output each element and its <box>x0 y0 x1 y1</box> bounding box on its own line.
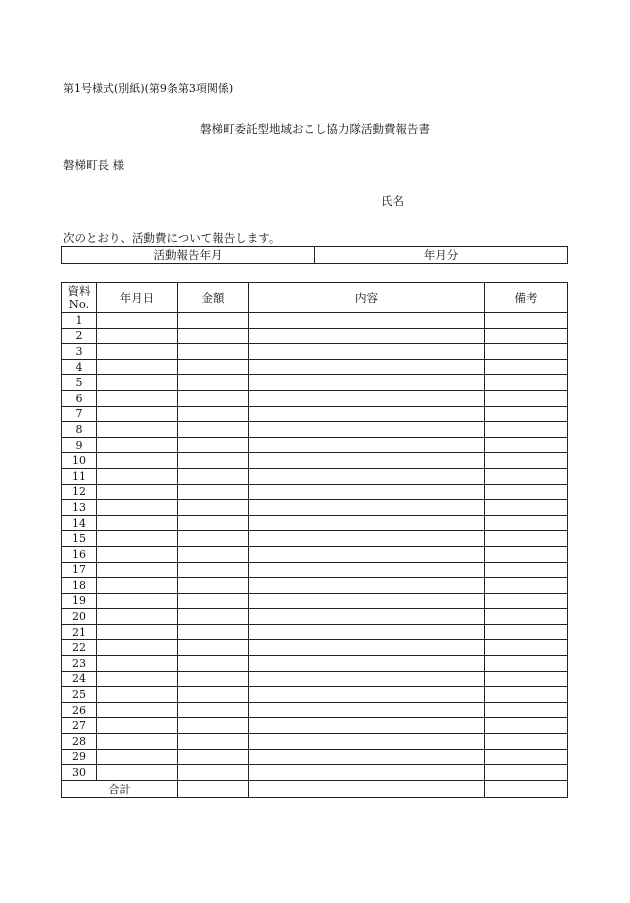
amount-cell[interactable] <box>178 640 249 656</box>
content-cell[interactable] <box>249 640 485 656</box>
total-amount-cell[interactable] <box>178 780 249 797</box>
row-number: 9 <box>62 437 97 453</box>
table-row <box>62 484 568 500</box>
amount-cell[interactable] <box>178 578 249 594</box>
date-cell[interactable] <box>97 344 178 360</box>
table-row <box>62 734 568 750</box>
amount-cell[interactable] <box>178 484 249 500</box>
table-row <box>62 359 568 375</box>
remarks-cell[interactable] <box>485 328 568 344</box>
period-table <box>61 246 568 264</box>
header-doc-no-line1: 資料 <box>67 283 91 298</box>
row-number: 3 <box>62 344 97 360</box>
date-cell[interactable] <box>97 500 178 516</box>
remarks-cell[interactable] <box>485 656 568 672</box>
row-number: 26 <box>62 702 97 718</box>
table-row <box>62 671 568 687</box>
date-cell[interactable] <box>97 640 178 656</box>
header-remarks: 備考 <box>485 283 568 313</box>
amount-cell[interactable] <box>178 406 249 422</box>
amount-cell[interactable] <box>178 328 249 344</box>
row-number: 25 <box>62 687 97 703</box>
date-cell[interactable] <box>97 484 178 500</box>
amount-cell[interactable] <box>178 390 249 406</box>
date-cell[interactable] <box>97 593 178 609</box>
intro-text: 次のとおり、活動費について報告します。 <box>63 231 281 245</box>
amount-cell[interactable] <box>178 656 249 672</box>
row-number: 24 <box>62 671 97 687</box>
amount-cell[interactable] <box>178 609 249 625</box>
date-cell[interactable] <box>97 718 178 734</box>
date-cell[interactable] <box>97 671 178 687</box>
date-cell[interactable] <box>97 578 178 594</box>
content-cell[interactable] <box>249 375 485 391</box>
amount-cell[interactable] <box>178 531 249 547</box>
amount-cell[interactable] <box>178 422 249 438</box>
date-cell[interactable] <box>97 609 178 625</box>
row-number: 2 <box>62 328 97 344</box>
content-cell[interactable] <box>249 531 485 547</box>
remarks-cell[interactable] <box>485 624 568 640</box>
content-cell[interactable] <box>249 749 485 765</box>
total-remarks-cell <box>485 780 568 797</box>
remarks-cell[interactable] <box>485 531 568 547</box>
amount-cell[interactable] <box>178 671 249 687</box>
date-cell[interactable] <box>97 437 178 453</box>
table-row <box>62 546 568 562</box>
row-number: 16 <box>62 546 97 562</box>
table-row <box>62 344 568 360</box>
content-cell[interactable] <box>249 578 485 594</box>
table-row <box>62 578 568 594</box>
row-number: 23 <box>62 656 97 672</box>
table-row <box>62 515 568 531</box>
date-cell[interactable] <box>97 468 178 484</box>
addressee: 磐梯町長 様 <box>63 158 125 172</box>
date-cell[interactable] <box>97 702 178 718</box>
content-cell[interactable] <box>249 406 485 422</box>
remarks-cell[interactable] <box>485 749 568 765</box>
content-cell[interactable] <box>249 453 485 469</box>
amount-cell[interactable] <box>178 500 249 516</box>
date-cell[interactable] <box>97 390 178 406</box>
date-cell[interactable] <box>97 656 178 672</box>
remarks-cell[interactable] <box>485 500 568 516</box>
amount-cell[interactable] <box>178 593 249 609</box>
header-doc-no <box>62 283 97 313</box>
row-number: 6 <box>62 390 97 406</box>
row-number: 30 <box>62 765 97 781</box>
header-content: 内容 <box>249 283 485 313</box>
row-number: 12 <box>62 484 97 500</box>
table-row <box>62 656 568 672</box>
total-row <box>62 780 568 797</box>
table-row <box>62 422 568 438</box>
content-cell[interactable] <box>249 593 485 609</box>
amount-cell[interactable] <box>178 702 249 718</box>
content-cell[interactable] <box>249 765 485 781</box>
content-cell[interactable] <box>249 313 485 329</box>
remarks-cell[interactable] <box>485 640 568 656</box>
row-number: 7 <box>62 406 97 422</box>
remarks-cell[interactable] <box>485 422 568 438</box>
date-cell[interactable] <box>97 313 178 329</box>
row-number: 27 <box>62 718 97 734</box>
content-cell[interactable] <box>249 390 485 406</box>
content-cell[interactable] <box>249 484 485 500</box>
content-cell[interactable] <box>249 546 485 562</box>
header-date: 年月日 <box>97 283 178 313</box>
table-row <box>62 593 568 609</box>
date-cell[interactable] <box>97 531 178 547</box>
table-row <box>62 328 568 344</box>
row-number: 20 <box>62 609 97 625</box>
row-number: 11 <box>62 468 97 484</box>
amount-cell[interactable] <box>178 468 249 484</box>
amount-cell[interactable] <box>178 344 249 360</box>
date-cell[interactable] <box>97 734 178 750</box>
amount-cell[interactable] <box>178 765 249 781</box>
row-number: 18 <box>62 578 97 594</box>
date-cell[interactable] <box>97 624 178 640</box>
amount-cell[interactable] <box>178 734 249 750</box>
amount-cell[interactable] <box>178 437 249 453</box>
row-number: 17 <box>62 562 97 578</box>
content-cell[interactable] <box>249 656 485 672</box>
table-header-row <box>62 283 568 313</box>
date-cell[interactable] <box>97 562 178 578</box>
content-cell[interactable] <box>249 468 485 484</box>
date-cell[interactable] <box>97 687 178 703</box>
remarks-cell[interactable] <box>485 546 568 562</box>
content-cell[interactable] <box>249 624 485 640</box>
amount-cell[interactable] <box>178 313 249 329</box>
amount-cell[interactable] <box>178 359 249 375</box>
table-row <box>62 468 568 484</box>
content-cell[interactable] <box>249 328 485 344</box>
remarks-cell[interactable] <box>485 562 568 578</box>
remarks-cell[interactable] <box>485 484 568 500</box>
remarks-cell[interactable] <box>485 313 568 329</box>
row-number: 22 <box>62 640 97 656</box>
header-amount: 金額 <box>178 283 249 313</box>
content-cell[interactable] <box>249 422 485 438</box>
name-label: 氏名 <box>381 194 404 208</box>
date-cell[interactable] <box>97 422 178 438</box>
table-row <box>62 453 568 469</box>
row-number: 8 <box>62 422 97 438</box>
table-row <box>62 765 568 781</box>
table-row <box>62 313 568 329</box>
date-cell[interactable] <box>97 328 178 344</box>
amount-cell[interactable] <box>178 749 249 765</box>
content-cell[interactable] <box>249 344 485 360</box>
row-number: 19 <box>62 593 97 609</box>
table-row <box>62 718 568 734</box>
table-row <box>62 406 568 422</box>
remarks-cell[interactable] <box>485 375 568 391</box>
amount-cell[interactable] <box>178 546 249 562</box>
date-cell[interactable] <box>97 453 178 469</box>
content-cell[interactable] <box>249 718 485 734</box>
table-row <box>62 702 568 718</box>
total-label: 合計 <box>62 780 178 797</box>
period-value[interactable]: 年月分 <box>315 247 568 264</box>
remarks-cell[interactable] <box>485 515 568 531</box>
table-row <box>62 687 568 703</box>
remarks-cell[interactable] <box>485 702 568 718</box>
row-number: 15 <box>62 531 97 547</box>
remarks-cell[interactable] <box>485 390 568 406</box>
date-cell[interactable] <box>97 515 178 531</box>
remarks-cell[interactable] <box>485 593 568 609</box>
date-cell[interactable] <box>97 546 178 562</box>
date-cell[interactable] <box>97 375 178 391</box>
header-doc-no-line2: No. <box>68 296 90 311</box>
table-row <box>62 624 568 640</box>
row-number: 28 <box>62 734 97 750</box>
period-label: 活動報告年月 <box>62 247 315 264</box>
table-row <box>62 500 568 516</box>
remarks-cell[interactable] <box>485 718 568 734</box>
total-content-cell <box>249 780 485 797</box>
amount-cell[interactable] <box>178 624 249 640</box>
content-cell[interactable] <box>249 702 485 718</box>
remarks-cell[interactable] <box>485 671 568 687</box>
row-number: 1 <box>62 313 97 329</box>
remarks-cell[interactable] <box>485 437 568 453</box>
content-cell[interactable] <box>249 437 485 453</box>
content-cell[interactable] <box>249 687 485 703</box>
expense-table <box>61 282 568 798</box>
remarks-cell[interactable] <box>485 453 568 469</box>
content-cell[interactable] <box>249 671 485 687</box>
content-cell[interactable] <box>249 562 485 578</box>
remarks-cell[interactable] <box>485 578 568 594</box>
remarks-cell[interactable] <box>485 765 568 781</box>
table-row <box>62 562 568 578</box>
amount-cell[interactable] <box>178 453 249 469</box>
content-cell[interactable] <box>249 734 485 750</box>
row-number: 14 <box>62 515 97 531</box>
row-number: 29 <box>62 749 97 765</box>
amount-cell[interactable] <box>178 687 249 703</box>
table-row <box>62 531 568 547</box>
date-cell[interactable] <box>97 359 178 375</box>
date-cell[interactable] <box>97 765 178 781</box>
row-number: 5 <box>62 375 97 391</box>
row-number: 4 <box>62 359 97 375</box>
content-cell[interactable] <box>249 359 485 375</box>
remarks-cell[interactable] <box>485 468 568 484</box>
row-number: 21 <box>62 624 97 640</box>
row-number: 13 <box>62 500 97 516</box>
table-row <box>62 375 568 391</box>
remarks-cell[interactable] <box>485 406 568 422</box>
document-title: 磐梯町委託型地域おこし協力隊活動費報告書 <box>200 122 430 136</box>
table-row <box>62 640 568 656</box>
amount-cell[interactable] <box>178 718 249 734</box>
row-number: 10 <box>62 453 97 469</box>
form-number: 第1号様式(別紙)(第9条第3項関係) <box>63 82 234 95</box>
amount-cell[interactable] <box>178 562 249 578</box>
content-cell[interactable] <box>249 609 485 625</box>
table-row <box>62 609 568 625</box>
table-row <box>62 437 568 453</box>
content-cell[interactable] <box>249 500 485 516</box>
table-row <box>62 390 568 406</box>
remarks-cell[interactable] <box>485 359 568 375</box>
amount-cell[interactable] <box>178 375 249 391</box>
content-cell[interactable] <box>249 515 485 531</box>
amount-cell[interactable] <box>178 515 249 531</box>
date-cell[interactable] <box>97 749 178 765</box>
date-cell[interactable] <box>97 406 178 422</box>
remarks-cell[interactable] <box>485 687 568 703</box>
remarks-cell[interactable] <box>485 609 568 625</box>
remarks-cell[interactable] <box>485 344 568 360</box>
table-row <box>62 749 568 765</box>
remarks-cell[interactable] <box>485 734 568 750</box>
